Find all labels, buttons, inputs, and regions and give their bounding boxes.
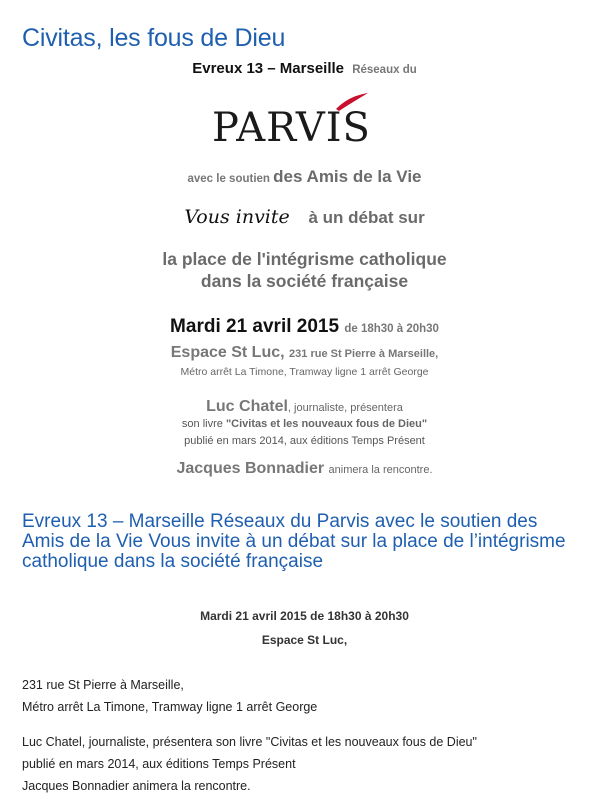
article-heading: Evreux 13 – Marseille Réseaux du Parvis avec le soutien des Amis de la Vie Vous invite à un débat sur la place de l’intégrisme catholique dans la société française — [22, 511, 566, 572]
flyer-organizer — [0, 60, 609, 77]
parvis-logo-graphic — [208, 93, 378, 149]
topic-line2: dans la société française — [200, 271, 409, 291]
flyer-metro: Métro arrêt La Timone, Tramway ligne 1 arrêt George — [180, 366, 429, 378]
book-title: "Civitas et les nouveaux fous de Dieu" — [225, 418, 428, 430]
invite-script: Vous invite — [184, 206, 290, 228]
flyer-book — [0, 418, 609, 430]
topic-line1: la place de l'intégrisme catholique — [162, 249, 447, 269]
flyer-topic — [0, 248, 609, 292]
flyer-venue — [0, 344, 609, 362]
speaker-name: Luc Chatel — [206, 398, 288, 415]
article-date: Mardi 21 avril 2015 de 18h30 à 20h30 — [200, 609, 409, 623]
venue-address: 231 rue St Pierre à Marseille, — [289, 348, 439, 360]
flyer-moderator — [0, 460, 609, 478]
flyer-support — [0, 167, 609, 187]
book-prefix: son livre — [181, 418, 223, 430]
desc-line3: Jacques Bonnadier animera la rencontre. — [22, 779, 251, 793]
article-venue: Espace St Luc, — [261, 633, 348, 647]
date-time: de 18h30 à 20h30 — [344, 323, 439, 335]
flyer-invite — [0, 206, 609, 228]
flyer-speaker — [0, 398, 609, 416]
organizer-main: Evreux 13 – Marseille — [192, 60, 345, 77]
support-small: avec le soutien — [187, 173, 270, 185]
desc-line2: publié en mars 2014, aux éditions Temps Présent — [22, 757, 296, 771]
article-description — [22, 731, 592, 797]
support-big: des Amis de la Vie — [273, 167, 422, 186]
logo-text: PARVIS — [212, 105, 371, 149]
article-address — [22, 674, 592, 718]
page-title: Civitas, les fous de Dieu — [22, 24, 286, 52]
address-line1: 231 rue St Pierre à Marseille, — [22, 678, 184, 692]
desc-line1: Luc Chatel, journaliste, présentera son livre "Civitas et les nouveaux fous de Dieu" — [22, 735, 477, 749]
address-line2: Métro arrêt La Timone, Tramway ligne 1 arrêt George — [22, 700, 318, 714]
organizer-small: Réseaux du — [352, 64, 417, 76]
date-big: Mardi 21 avril 2015 — [170, 316, 340, 337]
moderator-role: animera la rencontre. — [328, 464, 433, 476]
parvis-logo — [208, 93, 378, 149]
invite-rest: à un débat sur — [308, 208, 425, 227]
moderator-name: Jacques Bonnadier — [176, 460, 325, 477]
flyer-date — [0, 316, 609, 338]
venue-big: Espace St Luc, — [170, 344, 285, 361]
speaker-role: , journaliste, présentera — [287, 402, 403, 414]
flyer-published: publié en mars 2014, aux éditions Temps Présent — [184, 435, 425, 447]
